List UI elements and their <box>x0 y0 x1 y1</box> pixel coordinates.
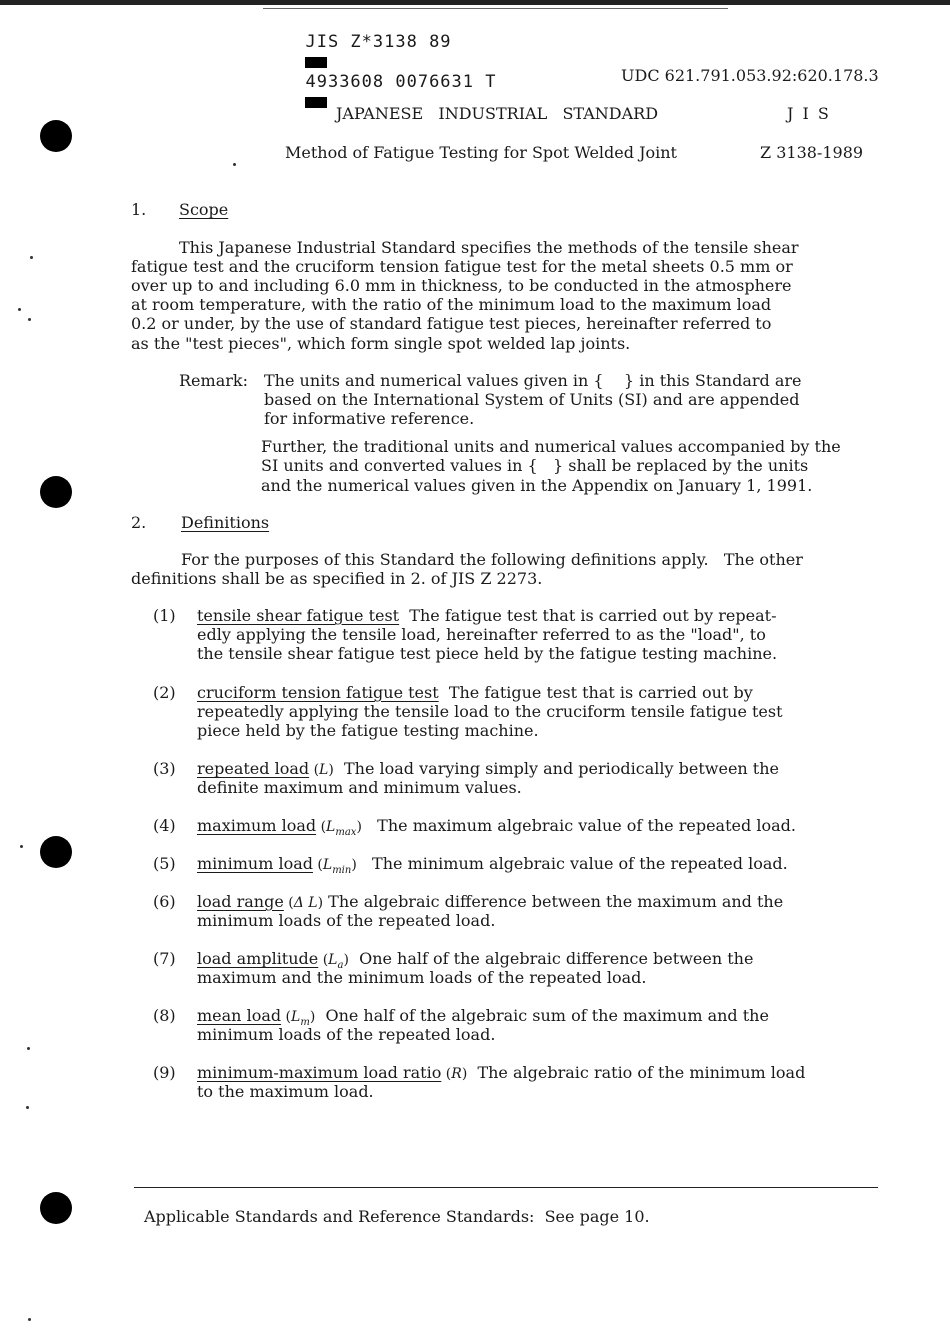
scope-number: 1. <box>131 200 147 219</box>
symbol-letter: L <box>291 1009 301 1025</box>
definition-text: One half of the algebraic sum of the maximum and the <box>315 1006 769 1025</box>
scope-line: fatigue test and the cruciform tension fatigue test for the metal sheets 0.5 mm or <box>131 257 793 276</box>
definition-term: cruciform tension fatigue test <box>197 683 439 702</box>
definition-first-line <box>197 816 796 838</box>
barcode-part-a: JIS Z*3138 89 <box>305 32 452 52</box>
remark-label: Remark: <box>179 371 248 390</box>
definition-term: load amplitude <box>197 949 319 968</box>
speck <box>27 1047 30 1050</box>
speck <box>28 1318 31 1321</box>
definition-continuation: maximum and the minimum loads of the repeated load. <box>197 968 647 987</box>
barcode-part-b: 4933608 0076631 T <box>305 72 497 92</box>
scope-line: over up to and including 6.0 mm in thickness, to be conducted in the atmosphere <box>131 276 792 295</box>
definition-number: (4) <box>153 816 176 835</box>
udc-code: UDC 621.791.053.92:620.178.3 <box>621 66 879 85</box>
definition-symbol: $(L_{max})$ <box>316 819 362 838</box>
remark-line: The units and numerical values given in { } in this Standard are <box>264 371 802 390</box>
definition-first-line <box>197 892 783 911</box>
definition-continuation: edly applying the tensile load, hereinafter referred to as the "load", to <box>197 625 766 644</box>
definition-text: The algebraic ratio of the minimum load <box>467 1063 806 1082</box>
definition-first-line <box>197 606 776 625</box>
remark-line: based on the International System of Units (SI) and are appended <box>264 390 800 409</box>
definition-term: mean load <box>197 1006 282 1025</box>
definition-symbol: (R) <box>441 1066 468 1082</box>
definition-symbol: (L) <box>309 762 334 778</box>
definition-continuation: piece held by the fatigue testing machine. <box>197 721 539 740</box>
definition-term: minimum-maximum load ratio <box>197 1063 442 1082</box>
definition-continuation: repeatedly applying the tensile load to the cruciform tensile fatigue test <box>197 702 783 721</box>
symbol-subscript: min <box>332 864 352 876</box>
scope-line: This Japanese Industrial Standard specifies the methods of the tensile shear <box>179 238 799 257</box>
definitions-intro-line: For the purposes of this Standard the following definitions apply. The other <box>181 550 803 569</box>
symbol-letter: L <box>328 952 338 968</box>
speck <box>30 256 33 259</box>
definition-text: The fatigue test that is carried out by <box>438 683 753 702</box>
definition-number: (6) <box>153 892 176 911</box>
definition-term: load range <box>197 892 284 911</box>
definitions-heading: Definitions <box>181 513 270 532</box>
speck <box>18 308 21 311</box>
symbol-letter: L <box>319 762 329 778</box>
definition-continuation: definite maximum and minimum values. <box>197 778 522 797</box>
definition-text: The maximum algebraic value of the repeated load. <box>361 816 796 835</box>
definition-text: The algebraic difference between the maximum and the <box>323 892 784 911</box>
definition-number: (7) <box>153 949 176 968</box>
footer-rule <box>134 1187 878 1188</box>
standard-number: Z 3138-1989 <box>760 143 864 162</box>
top-scan-edge <box>0 0 950 5</box>
definition-term: maximum load <box>197 816 317 835</box>
speck <box>28 318 31 321</box>
definition-number: (1) <box>153 606 176 625</box>
symbol-letter: L <box>326 819 336 835</box>
standard-label: JAPANESE INDUSTRIAL STANDARD <box>336 104 659 123</box>
punch-hole-1 <box>40 120 72 152</box>
speck <box>20 845 23 848</box>
definitions-number: 2. <box>131 513 147 532</box>
definition-term: minimum load <box>197 854 313 873</box>
definition-first-line <box>197 854 788 876</box>
further-line: Further, the traditional units and numerical values accompanied by the <box>261 437 841 456</box>
definition-text: The minimum algebraic value of the repeated load. <box>356 854 788 873</box>
definition-symbol: $(L_{min})$ <box>312 857 357 876</box>
remark-line: for informative reference. <box>264 409 475 428</box>
definition-number: (9) <box>153 1063 176 1082</box>
definition-continuation: minimum loads of the repeated load. <box>197 911 496 930</box>
symbol-letter: Δ L <box>293 895 318 911</box>
definition-number: (3) <box>153 759 176 778</box>
barcode-block-1 <box>305 57 327 68</box>
definition-text: The load varying simply and periodically between the <box>333 759 779 778</box>
definition-text: The fatigue test that is carried out by repeat- <box>399 606 777 625</box>
symbol-subscript: a <box>337 959 344 971</box>
definition-continuation: to the maximum load. <box>197 1082 374 1101</box>
definition-symbol: $(L_m)$ <box>281 1009 316 1028</box>
barcode-block-2 <box>305 97 327 108</box>
definition-first-line <box>197 1063 805 1082</box>
definition-symbol: $(L_a)$ <box>318 952 349 971</box>
jis-label: J I S <box>787 104 831 123</box>
symbol-letter: R <box>451 1066 462 1082</box>
document-title: Method of Fatigue Testing for Spot Welded Joint <box>285 143 677 162</box>
scope-line: as the "test pieces", which form single spot welded lap joints. <box>131 334 631 353</box>
punch-hole-4 <box>40 1192 72 1224</box>
definition-term: repeated load <box>197 759 310 778</box>
definitions-intro-line: definitions shall be as specified in 2. of JIS Z 2273. <box>131 569 543 588</box>
speck <box>233 163 236 166</box>
symbol-subscript: max <box>335 826 357 838</box>
definition-number: (8) <box>153 1006 176 1025</box>
symbol-letter: L <box>322 857 333 873</box>
symbol-subscript: m <box>300 1016 310 1028</box>
definition-number: (2) <box>153 683 176 702</box>
definition-first-line <box>197 759 779 778</box>
definition-term: tensile shear fatigue test <box>197 606 400 625</box>
definition-text: One half of the algebraic difference between the <box>348 949 754 968</box>
definition-continuation: the tensile shear fatigue test piece held by the fatigue testing machine. <box>197 644 778 663</box>
scope-heading: Scope <box>179 200 229 219</box>
definition-first-line <box>197 683 753 702</box>
definition-continuation: minimum loads of the repeated load. <box>197 1025 496 1044</box>
further-line: SI units and converted values in { } shall be replaced by the units <box>261 456 809 475</box>
punch-hole-2 <box>40 476 72 508</box>
speck <box>26 1106 29 1109</box>
header-barcode <box>283 12 496 112</box>
header-underline <box>263 8 728 9</box>
scope-line: at room temperature, with the ratio of the minimum load to the maximum load <box>131 295 772 314</box>
punch-hole-3 <box>40 836 72 868</box>
further-line: and the numerical values given in the Appendix on January 1, 1991. <box>261 476 813 495</box>
definition-symbol: (Δ L) <box>283 895 324 911</box>
scope-line: 0.2 or under, by the use of standard fatigue test pieces, hereinafter referred to <box>131 314 772 333</box>
footer-note: Applicable Standards and Reference Standards: See page 10. <box>144 1207 650 1226</box>
definition-number: (5) <box>153 854 176 873</box>
